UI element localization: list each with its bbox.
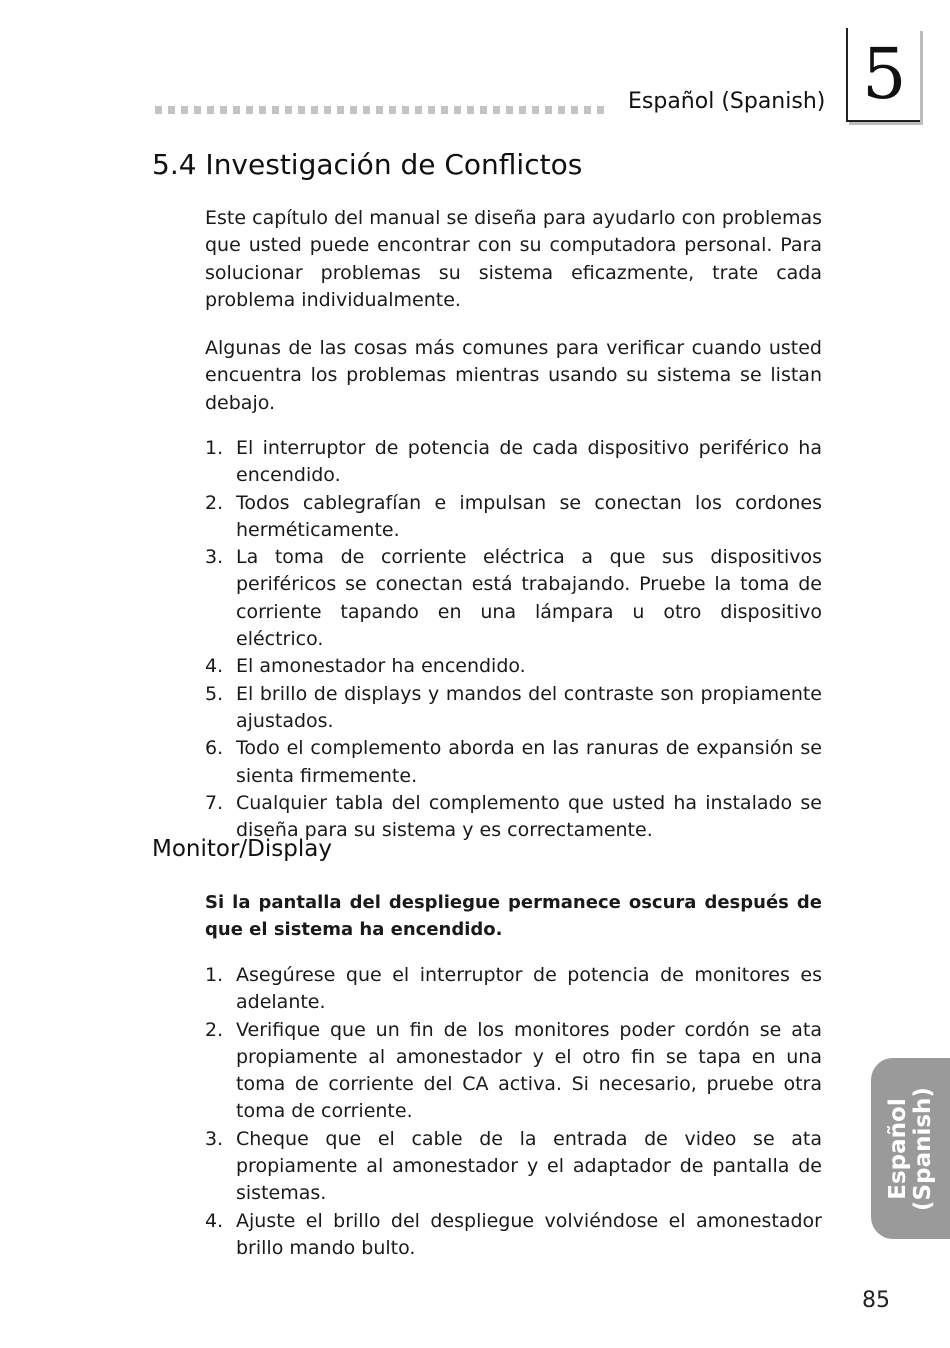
side-tab-line2: (Spanish) xyxy=(909,1086,936,1211)
list-text: Cualquier tabla del complemento que usted ha instalado se diseña para su sistema y es correctamente. xyxy=(236,791,822,842)
intro-paragraph-2 xyxy=(205,335,822,417)
list-item xyxy=(205,544,822,653)
list-number: 1. xyxy=(205,437,224,459)
side-tab-line1: Español xyxy=(884,1097,911,1200)
list-number: 4. xyxy=(205,1209,224,1232)
list-number: 7. xyxy=(205,791,224,814)
list-number: 3. xyxy=(205,1127,224,1150)
list-item xyxy=(205,490,822,545)
monitor-condition xyxy=(205,889,822,944)
list-number: 6. xyxy=(205,737,224,760)
list-item xyxy=(205,735,822,790)
list-number: 3. xyxy=(205,546,224,569)
intro-paragraph-1 xyxy=(205,205,822,314)
list-number: 2. xyxy=(205,491,224,514)
list-item xyxy=(205,1017,822,1126)
list-number: 1. xyxy=(205,964,224,986)
monitor-steps xyxy=(205,962,822,1262)
list-item xyxy=(205,1208,822,1263)
list-text: La toma de corriente eléctrica a que sus dispositivos periféricos se conectan está trabajando. Pruebe la toma de corriente tapando en una lámpara u otro dispositivo eléctrico. xyxy=(236,546,822,651)
list-text: Asegúrese que el interruptor de potencia de monitores es adelante. xyxy=(236,964,822,1014)
list-text: Verifique que un fin de los monitores poder cordón se ata propiamente al amonestador y el otro fin se tapa en una toma de corriente del CA activa. Si necesario, pruebe otra toma de corriente. xyxy=(236,1018,822,1123)
monitor-heading: Monitor/Display xyxy=(152,836,332,862)
list-number: 4. xyxy=(205,655,224,678)
list-text: Todos cablegrafían e impulsan se conectan los cordones herméticamente. xyxy=(236,491,822,541)
intro-text-1: Este capítulo del manual se diseña para ayudarlo con problemas que usted puede encontrar con su computadora personal. Para solucionar problemas su sistema eficazmente, trate cada problema individualmente. xyxy=(205,207,822,311)
list-item xyxy=(205,435,822,490)
list-number: 5. xyxy=(205,682,224,705)
list-text: El interruptor de potencia de cada dispositivo periférico ha encendido. xyxy=(236,437,822,487)
section-title: 5.4 Investigación de Conflictos xyxy=(152,148,583,181)
list-text: Todo el complemento aborda en las ranuras de expansión se sienta firmemente. xyxy=(236,737,822,787)
page-number: 85 xyxy=(862,1288,890,1313)
list-item xyxy=(205,1126,822,1208)
list-item xyxy=(205,962,822,1017)
list-item xyxy=(205,653,822,680)
monitor-condition-text: Si la pantalla del despliegue permanece oscura después de que el sistema ha encendido. xyxy=(205,892,822,941)
list-text: El amonestador ha encendido. xyxy=(236,655,526,678)
list-text: Ajuste el brillo del despliegue volviéndose el amonestador brillo mando bulto. xyxy=(236,1209,822,1259)
intro-text-2: Algunas de las cosas más comunes para verificar cuando usted encuentra los problemas mientras usando su sistema se listan debajo. xyxy=(205,337,822,414)
checklist xyxy=(205,435,822,844)
header-dot-rule xyxy=(155,106,615,116)
list-text: El brillo de displays y mandos del contraste son propiamente ajustados. xyxy=(236,682,822,732)
list-item xyxy=(205,681,822,736)
language-side-tab xyxy=(871,1058,950,1239)
list-text: Cheque que el cable de la entrada de video se ata propiamente al amonestador y el adaptador de pantalla de sistemas. xyxy=(236,1127,822,1205)
list-number: 2. xyxy=(205,1018,224,1041)
running-header: Español (Spanish) xyxy=(628,89,826,114)
side-tab-label xyxy=(886,1087,936,1211)
chapter-number: 5 xyxy=(862,33,907,115)
